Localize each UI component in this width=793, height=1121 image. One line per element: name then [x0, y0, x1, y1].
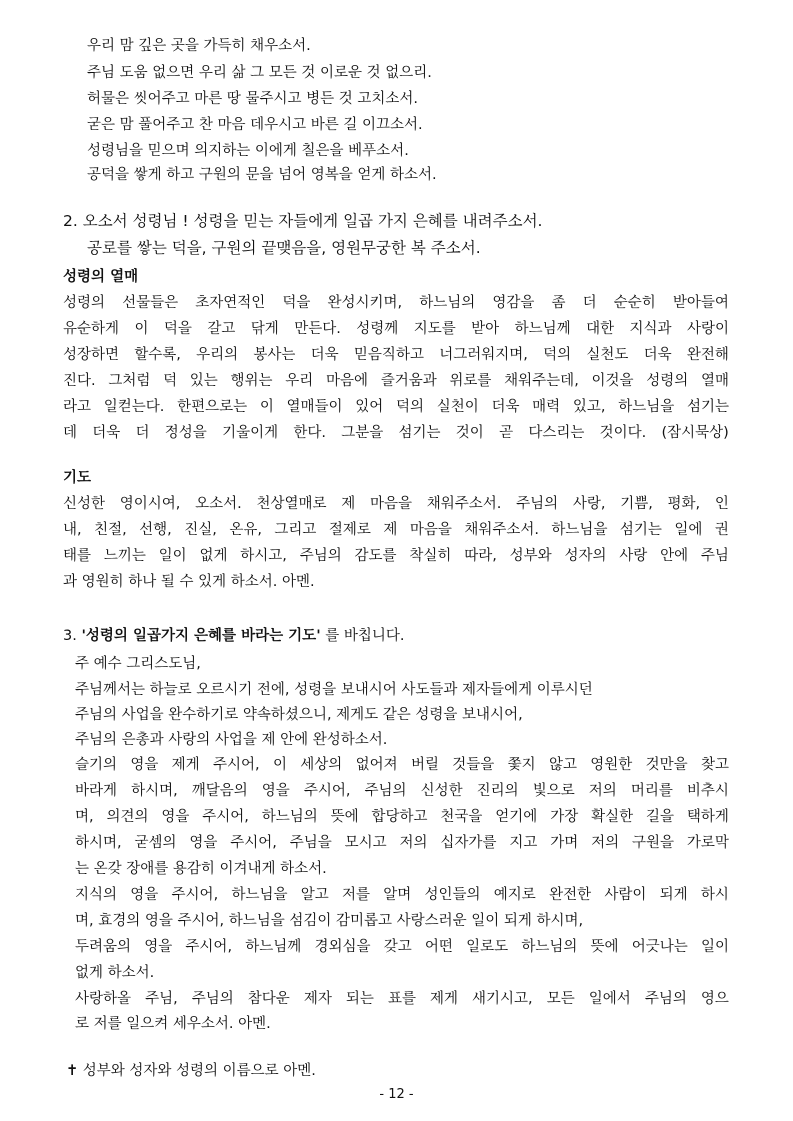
- section-3-line: 며, 의견의 영을 주시어, 하느님의 뜻에 합당하고 천국을 얻기에 가장 확실한 길을 택하게: [75, 809, 729, 825]
- fruits-heading: 성령의 열매: [63, 269, 139, 285]
- hymn-line: 허물은 씻어주고 마른 땅 물주시고 병든 것 고치소서.: [87, 91, 419, 107]
- section-3-line: 사랑하올 주님, 주님의 참다운 제자 되는 표를 제게 새기시고, 모든 일에서 주님의 영으: [75, 991, 729, 1007]
- fruits-line: 라고 일컫는다. 한편으로는 이 열매들이 있어 덕의 실천이 더욱 매력 있고, 하느님을 섬기는: [63, 399, 729, 415]
- hymn-line: 성령님을 믿으며 의지하는 이에게 칠은을 베푸소서.: [87, 143, 409, 159]
- fruits-line: 성령의 선물들은 초자연적인 덕을 완성시키며, 하느님의 영감을 좀 더 순순히 받아들여: [63, 295, 729, 311]
- section-3-line: 로 저를 일으켜 세우소서. 아멘.: [75, 1016, 271, 1032]
- fruits-line: 성장하면 할수록, 우리의 봉사는 더욱 믿음직하고 너그러워지며, 덕의 실천도 더욱 완전해: [63, 347, 729, 363]
- page-number: - 12 -: [379, 1087, 414, 1102]
- section-3-title: [63, 627, 405, 645]
- section-3-line: 며, 효경의 영을 주시어, 하느님을 섬김이 감미롭고 사랑스러운 일이 되게 하시며,: [75, 913, 584, 929]
- section-3-line: 는 온갖 장애를 용감히 이겨내게 하소서.: [75, 861, 327, 877]
- hymn-line: 공덕을 쌓게 하고 구원의 문을 넘어 영복을 얻게 하소서.: [87, 167, 437, 183]
- hymn-line: 우리 맘 깊은 곳을 가득히 채우소서.: [87, 38, 311, 54]
- section-3-line: 주 예수 그리스도님,: [75, 656, 201, 672]
- hymn-line: 주님 도움 없으면 우리 삶 그 모든 것 이로운 것 없으리.: [87, 65, 432, 81]
- prayer-heading: 기도: [63, 470, 92, 486]
- section-3-line: 주님께서는 하늘로 오르시기 전에, 성령을 보내시어 사도들과 제자들에게 이루시던: [75, 682, 593, 698]
- prayer-line: 신성한 영이시여, 오소서. 천상열매로 제 마음을 채워주소서. 주님의 사랑, 기쁨, 평화, 인: [63, 496, 729, 512]
- section-2-subtitle: 공로를 쌓는 덕을, 구원의 끝맺음을, 영원무궁한 복 주소서.: [87, 239, 481, 257]
- section-3-line: 슬기의 영을 제게 주시어, 이 세상의 없어져 버릴 것들을 쫓지 않고 영원한 것만을 찾고: [75, 757, 729, 773]
- section-3-title-tail: 를 바칩니다.: [325, 628, 405, 644]
- fruits-line: 유순하게 이 덕을 갈고 닦게 만든다. 성령께 지도를 받아 하느님께 대한 지식과 사랑이: [63, 321, 729, 337]
- section-3-line: 바라게 하시며, 깨달음의 영을 주시어, 주님의 신성한 진리의 빛으로 저의 머리를 비추시: [75, 783, 729, 799]
- prayer-line: 과 영원히 하나 될 수 있게 하소서. 아멘.: [63, 574, 315, 590]
- section-3-line: 주님의 사업을 완수하기로 약속하셨으니, 제게도 같은 성령을 보내시어,: [75, 707, 523, 723]
- hymn-line: 굳은 맘 풀어주고 찬 마음 데우시고 바른 길 이끄소서.: [87, 117, 423, 133]
- fruits-line: 진다. 그처럼 덕 있는 행위는 우리 마음에 즐거움과 위로를 채워주는데, 이것을 성령의 열매: [63, 373, 729, 389]
- prayer-line: 태를 느끼는 일이 없게 하시고, 주님의 감도를 착실히 따라, 성부와 성자의 사랑 안에 주님: [63, 548, 729, 564]
- section-3-number: 3.: [63, 628, 77, 644]
- section-3-line: 하시며, 굳셈의 영을 주시어, 주님을 모시고 저의 십자가를 지고 가며 저의 구원을 가로막: [75, 835, 729, 851]
- fruits-line: 데 더욱 더 정성을 기울이게 한다. 그분을 섬기는 것이 곧 다스리는 것이다. (잠시묵상): [63, 425, 729, 441]
- section-3-quoted-title: '성령의 일곱가지 은혜를 바라는 기도': [81, 628, 321, 644]
- prayer-line: 내, 친절, 선행, 진실, 온유, 그리고 절제로 제 마음을 채워주소서. 하느님을 섬기는 일에 권: [63, 522, 729, 538]
- section-3-line: 두려움의 영을 주시어, 하느님께 경외심을 갖고 어떤 일로도 하느님의 뜻에 어긋나는 일이: [75, 939, 729, 955]
- section-3-line: 지식의 영을 주시어, 하느님을 알고 저를 알며 성인들의 예지로 완전한 사람이 되게 하시: [75, 887, 729, 903]
- section-3-line: 없게 하소서.: [75, 965, 155, 981]
- closing-line: ✝ 성부와 성자와 성령의 이름으로 아멘.: [66, 1063, 316, 1079]
- section-3-line: 주님의 은총과 사랑의 사업을 제 안에 완성하소서.: [75, 732, 388, 748]
- section-2-title: 2. 오소서 성령님 ! 성령을 믿는 자들에게 일곱 가지 은혜를 내려주소서.: [63, 212, 543, 230]
